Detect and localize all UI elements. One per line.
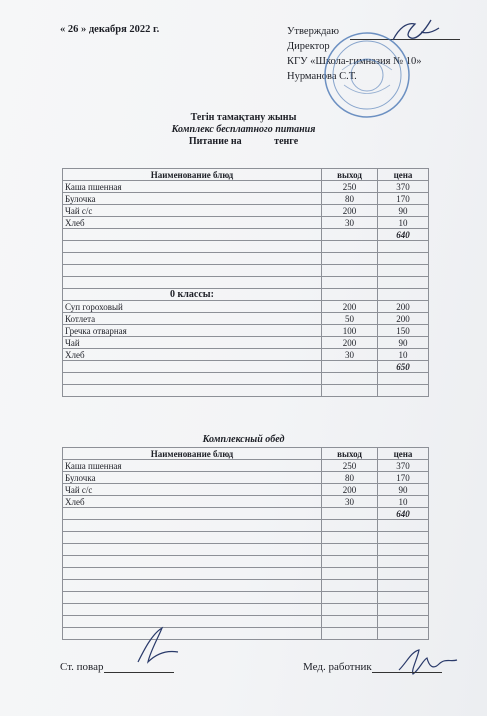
approve-label: Утверждаю — [287, 26, 339, 37]
dish-price: 370 — [378, 181, 429, 193]
dish-output: 200 — [322, 484, 378, 496]
empty-cell — [322, 373, 378, 385]
empty-cell — [378, 544, 429, 556]
table-row — [63, 337, 429, 349]
empty-cell — [63, 508, 322, 520]
empty-cell — [378, 241, 429, 253]
dish-price: 170 — [378, 193, 429, 205]
empty-cell — [63, 592, 322, 604]
empty-cell — [378, 568, 429, 580]
empty-cell — [322, 241, 378, 253]
col-price-header: цена — [378, 169, 429, 181]
dish-name: Чай — [63, 337, 322, 349]
complex-lunch-title: Комплексный обед — [202, 434, 285, 445]
empty-cell — [322, 616, 378, 628]
empty-cell — [63, 229, 322, 241]
empty-cell — [63, 385, 322, 397]
table-row — [63, 496, 429, 508]
dish-output: 30 — [322, 349, 378, 361]
table-row — [63, 472, 429, 484]
empty-cell — [63, 241, 322, 253]
dish-name: Хлеб — [63, 496, 322, 508]
empty-cell — [378, 253, 429, 265]
empty-cell — [378, 592, 429, 604]
empty-cell — [378, 289, 429, 301]
empty-cell — [378, 532, 429, 544]
empty-cell — [378, 265, 429, 277]
total-row — [63, 229, 429, 241]
dish-output: 100 — [322, 325, 378, 337]
empty-cell — [63, 604, 322, 616]
empty-cell — [378, 277, 429, 289]
empty-cell — [63, 532, 322, 544]
medic-signature-block — [303, 660, 442, 673]
table-header-row — [63, 448, 429, 460]
table-row — [63, 313, 429, 325]
table-row — [63, 349, 429, 361]
cook-signature-line — [104, 660, 174, 673]
empty-cell — [378, 580, 429, 592]
menu-headings — [0, 112, 487, 148]
empty-row — [63, 373, 429, 385]
col-name-header: Наименование блюд — [63, 169, 322, 181]
empty-row — [63, 277, 429, 289]
menu-table — [62, 168, 429, 397]
table-row — [63, 484, 429, 496]
empty-cell — [322, 580, 378, 592]
cook-signature-block — [60, 660, 174, 673]
food-label: Питание на — [188, 136, 242, 147]
empty-row — [63, 532, 429, 544]
dish-price: 150 — [378, 325, 429, 337]
empty-cell — [322, 277, 378, 289]
empty-cell — [63, 628, 322, 640]
dish-output: 80 — [322, 472, 378, 484]
empty-cell — [63, 265, 322, 277]
dish-price: 90 — [378, 337, 429, 349]
empty-cell — [378, 373, 429, 385]
kazakh-title: Тегін тамақтану жыны — [190, 112, 297, 123]
empty-row — [63, 241, 429, 253]
dish-name: Котлета — [63, 313, 322, 325]
dish-price: 10 — [378, 349, 429, 361]
dish-name: Хлеб — [63, 349, 322, 361]
empty-cell — [322, 568, 378, 580]
empty-row — [63, 604, 429, 616]
empty-cell — [378, 556, 429, 568]
dish-name: Чай с/с — [63, 205, 322, 217]
empty-cell — [322, 385, 378, 397]
total-row — [63, 361, 429, 373]
table-row — [63, 217, 429, 229]
empty-cell — [322, 628, 378, 640]
col-output-header: выход — [322, 169, 378, 181]
director-signature-icon — [385, 14, 445, 50]
section-title: 0 классы: — [63, 289, 322, 301]
dish-price: 200 — [378, 313, 429, 325]
empty-cell — [322, 556, 378, 568]
dish-name: Булочка — [63, 472, 322, 484]
menu-total: 640 — [378, 229, 429, 241]
cook-label: Ст. повар — [60, 661, 104, 673]
dish-price: 170 — [378, 472, 429, 484]
medic-label: Мед. работник — [303, 661, 372, 673]
empty-cell — [63, 580, 322, 592]
lunch-table — [62, 447, 429, 640]
empty-cell — [322, 289, 378, 301]
col-output-header: выход — [322, 448, 378, 460]
empty-cell — [322, 508, 378, 520]
col-price-header: цена — [378, 448, 429, 460]
empty-row — [63, 253, 429, 265]
empty-cell — [63, 544, 322, 556]
money-label: тенге — [274, 136, 299, 147]
table-row — [63, 301, 429, 313]
dish-output: 250 — [322, 460, 378, 472]
section-row — [63, 289, 429, 301]
director-name: Нурманова С.Т. — [287, 71, 357, 82]
empty-row — [63, 265, 429, 277]
empty-row — [63, 580, 429, 592]
dish-name: Гречка отварная — [63, 325, 322, 337]
total-row — [63, 508, 429, 520]
empty-cell — [378, 604, 429, 616]
empty-cell — [63, 277, 322, 289]
menu-total: 640 — [378, 508, 429, 520]
school-name: КГУ «Школа-гимназия № 10» — [287, 56, 422, 67]
empty-cell — [63, 253, 322, 265]
dish-output: 30 — [322, 217, 378, 229]
empty-cell — [322, 253, 378, 265]
dish-price: 10 — [378, 217, 429, 229]
col-name-header: Наименование блюд — [63, 448, 322, 460]
dish-price: 10 — [378, 496, 429, 508]
document-date: « 26 » декабря 2022 г. — [60, 24, 160, 35]
empty-cell — [378, 385, 429, 397]
table-header-row — [63, 169, 429, 181]
empty-cell — [322, 532, 378, 544]
dish-name: Хлеб — [63, 217, 322, 229]
empty-cell — [378, 616, 429, 628]
table-row — [63, 205, 429, 217]
empty-row — [63, 385, 429, 397]
empty-row — [63, 520, 429, 532]
empty-cell — [63, 616, 322, 628]
dish-price: 90 — [378, 484, 429, 496]
dish-name: Чай с/с — [63, 484, 322, 496]
empty-row — [63, 568, 429, 580]
dish-output: 80 — [322, 193, 378, 205]
dish-output: 200 — [322, 205, 378, 217]
empty-cell — [322, 229, 378, 241]
dish-price: 200 — [378, 301, 429, 313]
dish-output: 250 — [322, 181, 378, 193]
empty-cell — [322, 604, 378, 616]
dish-price: 370 — [378, 460, 429, 472]
menu-total: 650 — [378, 361, 429, 373]
dish-price: 90 — [378, 205, 429, 217]
dish-output: 200 — [322, 301, 378, 313]
dish-name: Суп гороховый — [63, 301, 322, 313]
food-for-line — [0, 136, 487, 148]
empty-cell — [322, 544, 378, 556]
empty-cell — [322, 361, 378, 373]
empty-cell — [322, 265, 378, 277]
dish-output: 200 — [322, 337, 378, 349]
empty-cell — [63, 361, 322, 373]
dish-name: Булочка — [63, 193, 322, 205]
empty-cell — [322, 592, 378, 604]
table-row — [63, 460, 429, 472]
table-row — [63, 193, 429, 205]
table-row — [63, 325, 429, 337]
russian-title: Комплекс бесплатного питания — [171, 124, 316, 135]
dish-output: 30 — [322, 496, 378, 508]
empty-cell — [378, 628, 429, 640]
director-label: Директор — [287, 41, 330, 52]
empty-cell — [63, 373, 322, 385]
empty-row — [63, 556, 429, 568]
table-row — [63, 181, 429, 193]
empty-cell — [63, 568, 322, 580]
dish-output: 50 — [322, 313, 378, 325]
medic-signature-line — [372, 660, 442, 673]
empty-cell — [378, 520, 429, 532]
empty-row — [63, 616, 429, 628]
empty-cell — [63, 556, 322, 568]
empty-row — [63, 544, 429, 556]
dish-name: Каша пшенная — [63, 460, 322, 472]
empty-row — [63, 628, 429, 640]
empty-cell — [322, 520, 378, 532]
dish-name: Каша пшенная — [63, 181, 322, 193]
empty-row — [63, 592, 429, 604]
empty-cell — [63, 520, 322, 532]
